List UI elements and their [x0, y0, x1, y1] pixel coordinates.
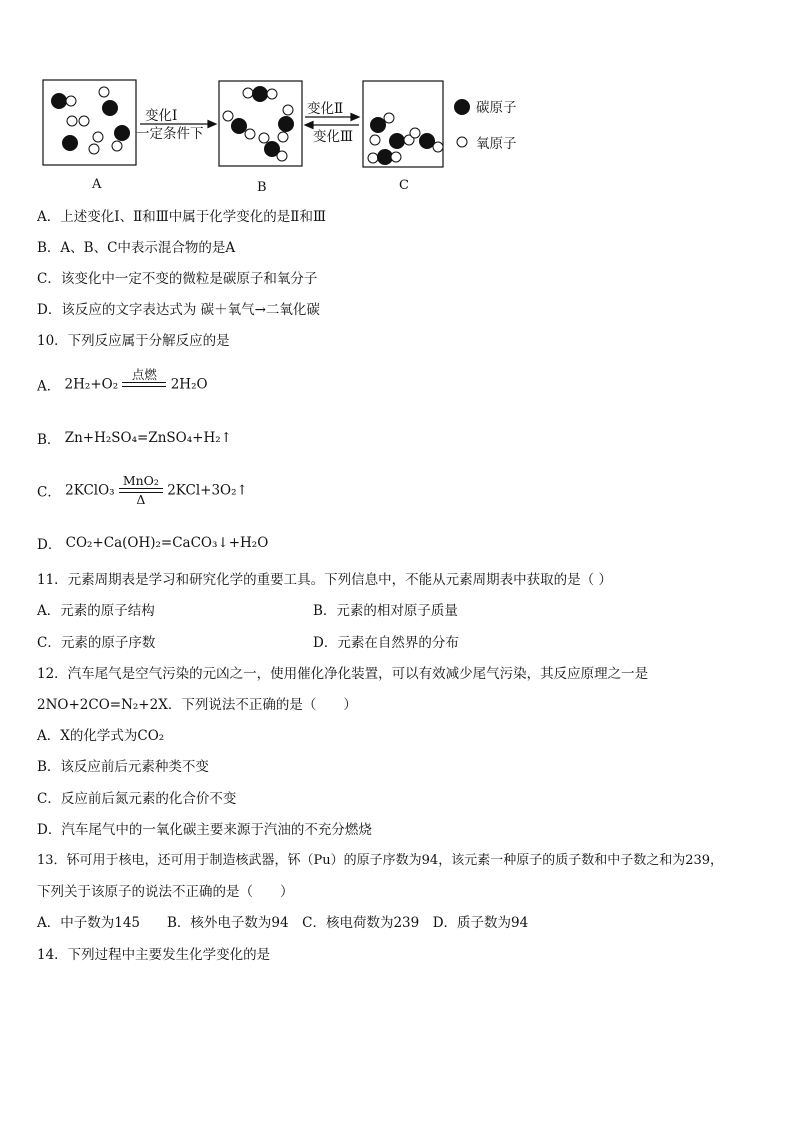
- q9-option-c: C．该变化中一定不变的微粒是碳原子和氧分子: [37, 271, 318, 287]
- legend-carbon-icon: [455, 100, 470, 115]
- panel-b-particles: [223, 87, 294, 162]
- q12-option-d: D．汽车尾气中的一氧化碳主要来源于汽油的不充分燃烧: [37, 822, 372, 838]
- panel-b-label: B: [257, 180, 267, 195]
- legend-carbon-label: 碳原子: [476, 100, 517, 116]
- q10-option-b: [37, 428, 232, 448]
- q10-c-cond-top: MnO₂: [122, 473, 159, 488]
- q10-c-condition: [119, 474, 163, 507]
- q10-a-left: 2H₂+O₂: [64, 376, 119, 393]
- arrow1-top-label: 变化Ⅰ: [145, 108, 178, 124]
- q9-option-a: A．上述变化Ⅰ、Ⅱ和Ⅲ中属于化学变化的是Ⅱ和Ⅲ: [37, 209, 326, 225]
- q10-option-a: [37, 368, 208, 401]
- panel-c-label: C: [399, 178, 409, 193]
- q13-stem-line2: 下列关于该原子的说法不正确的是（ ）: [37, 884, 294, 900]
- q10-c-right: 2KCl+3O₂↑: [167, 482, 248, 499]
- arrow2-top-label: 变化Ⅱ: [307, 101, 344, 117]
- q10-a-condition: [122, 368, 166, 401]
- q10-a-cond-text: 点燃: [131, 367, 157, 382]
- q10-b-label: B．: [37, 432, 61, 448]
- legend-oxygen-icon: [457, 137, 467, 147]
- q12-option-b: B．该反应前后元素种类不变: [37, 759, 209, 775]
- q13-stem-line1: 13．钚可用于核电，还可用于制造核武器，钚（Pu）的原子序数为94，该元素一种原子的质子数和中子数之和为239，: [37, 853, 724, 868]
- q12-stem-line2: 2NO+2CO=N₂+2X．下列说法不正确的是（ ）: [37, 697, 357, 713]
- q9-option-d: D．该反应的文字表达式为 碳＋氧气→二氧化碳: [37, 302, 320, 318]
- q9-option-b: B．A、B、C中表示混合物的是A: [37, 240, 236, 256]
- q10-option-c: [37, 474, 248, 507]
- arrow1-bottom-label: 一定条件下: [136, 126, 204, 142]
- q10-b-equation: Zn+H₂SO₄=ZnSO₄+H₂↑: [64, 430, 232, 446]
- q11-option-d: D．元素在自然界的分布: [313, 635, 459, 651]
- q11-option-c: C．元素的原子序数: [37, 635, 156, 651]
- q10-option-d: [37, 533, 268, 553]
- panel-a-box: [43, 80, 136, 165]
- q10-stem: 10．下列反应属于分解反应的是: [37, 333, 230, 349]
- molecule-figure: [0, 70, 794, 200]
- arrow2-bottom-label: 变化Ⅲ: [313, 129, 354, 145]
- q13-options: A．中子数为145 B．核外电子数为94 C．核电荷数为239 D．质子数为94: [37, 915, 529, 931]
- panel-a-particles: [52, 87, 130, 154]
- panel-a-label: A: [92, 177, 102, 192]
- q12-stem-line1: 12．汽车尾气是空气污染的元凶之一，使用催化净化装置，可以有效减少尾气污染，其反应原理之一是: [37, 666, 649, 682]
- q10-d-equation: CO₂+Ca(OH)₂=CaCO₃↓+H₂O: [65, 535, 269, 551]
- q11-stem: 11．元素周期表是学习和研究化学的重要工具。下列信息中，不能从元素周期表中获取的是（ ）: [37, 572, 612, 588]
- q10-c-label: C．: [37, 484, 61, 501]
- q12-option-a: A．X的化学式为CO₂: [37, 728, 165, 744]
- q12-option-c: C．反应前后氮元素的化合价不变: [37, 791, 237, 807]
- q10-c-left: 2KClO₃: [65, 482, 115, 499]
- q14-stem: 14．下列过程中主要发生化学变化的是: [37, 947, 271, 963]
- q10-d-label: D．: [37, 537, 62, 553]
- q10-c-cond-bottom: Δ: [136, 492, 146, 507]
- q10-a-label: A．: [37, 378, 61, 395]
- q11-option-a: A．元素的原子结构: [37, 603, 155, 619]
- q10-a-right: 2H₂O: [170, 376, 208, 393]
- panel-c-particles: [368, 113, 443, 165]
- legend-oxygen-label: 氧原子: [476, 136, 517, 152]
- q11-option-b: B．元素的相对原子质量: [313, 603, 458, 619]
